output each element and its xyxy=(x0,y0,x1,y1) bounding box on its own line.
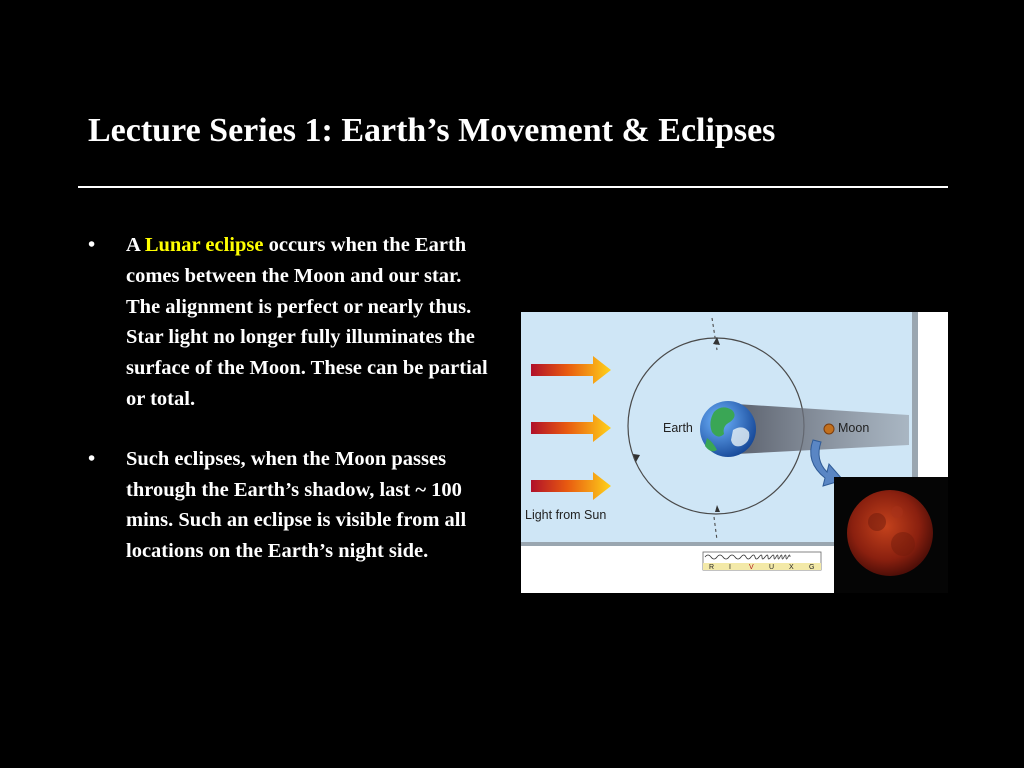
eclipsed-moon-photo xyxy=(834,477,948,593)
svg-text:R: R xyxy=(709,564,715,571)
bullet-marker: • xyxy=(88,234,96,256)
bullet-list xyxy=(88,230,498,596)
bullet-item-lunar-eclipse xyxy=(88,230,498,415)
spectrum-bar xyxy=(703,552,821,571)
bullet-text: Such eclipses, when the Moon passes through the Earth’s shadow, last ~ 100 mins. Such an eclipse is visible from all locations on the Earth’s night side. xyxy=(126,447,467,563)
svg-text:U: U xyxy=(769,564,775,571)
earth-globe xyxy=(700,401,756,457)
svg-text:V: V xyxy=(749,564,754,571)
earth-label: Earth xyxy=(663,421,693,435)
svg-text:I: I xyxy=(729,564,731,571)
bullet-item-eclipse-duration xyxy=(88,444,498,567)
bullet-prefix: A xyxy=(126,234,145,256)
title-divider xyxy=(78,186,948,188)
slide-title: Lecture Series 1: Earth’s Movement & Eclipses xyxy=(88,112,776,149)
moon-on-orbit xyxy=(824,424,834,434)
bullet-text: occurs when the Earth comes between the Moon and our star. The alignment is perfect or nearly thus. Star light no longer fully illuminates the surface of the Moon. These can be partial or total. xyxy=(126,234,488,410)
lunar-eclipse-diagram xyxy=(521,312,948,593)
sun-light-label: Light from Sun xyxy=(525,508,607,522)
svg-text:G: G xyxy=(809,564,815,571)
moon-label: Moon xyxy=(838,421,870,435)
bullet-marker: • xyxy=(88,447,96,470)
svg-text:X: X xyxy=(789,564,794,571)
highlight-term: Lunar eclipse xyxy=(144,234,264,256)
